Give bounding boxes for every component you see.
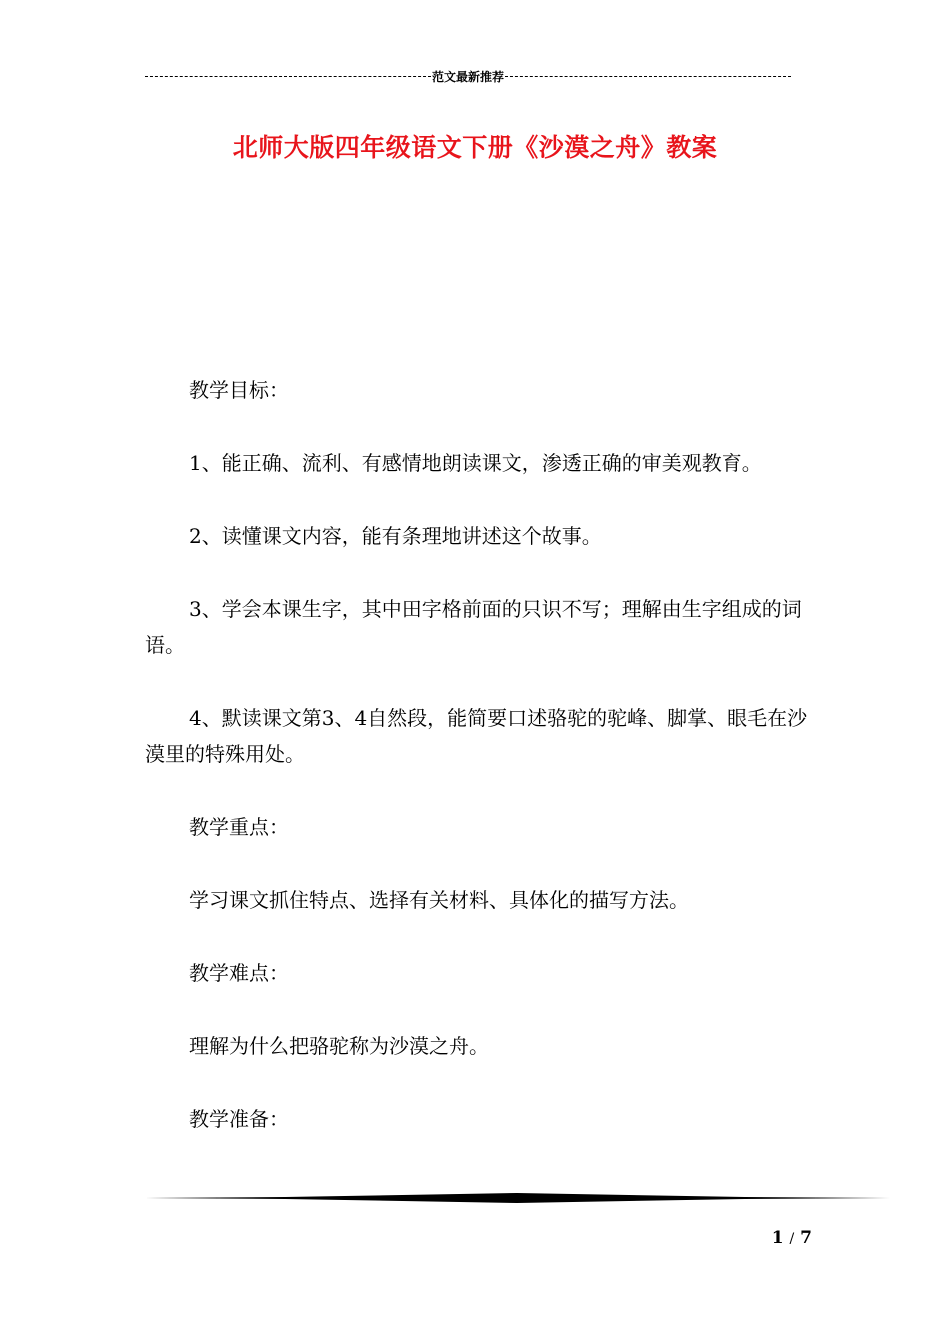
key-points-text: 学习课文抓住特点、选择有关材料、具体化的描写方法。 <box>189 888 689 912</box>
page-header <box>145 66 791 86</box>
section-heading-preparation: 教学准备： <box>189 1107 289 1131</box>
page-total: 7 <box>800 1228 812 1248</box>
page-current: 1 <box>771 1228 784 1248</box>
objective-item: 2、读懂课文内容，能有条理地讲述这个故事。 <box>189 524 602 548</box>
section-heading-difficulties: 教学难点： <box>189 961 289 985</box>
header-dash-left <box>145 76 431 77</box>
section-heading-key-points: 教学重点： <box>189 815 289 839</box>
footer-divider <box>145 1192 890 1204</box>
header-dash-right <box>505 76 791 77</box>
header-label: 范文最新推荐 <box>432 69 505 84</box>
difficulties-text: 理解为什么把骆驼称为沙漠之舟。 <box>189 1034 489 1058</box>
document-title: 北师大版四年级语文下册《沙漠之舟》教案 <box>232 133 718 162</box>
section-heading-objectives: 教学目标： <box>189 378 289 402</box>
page-number <box>752 1228 812 1248</box>
objective-item: 4、默读课文第3、4自然段，能简要口述骆驼的驼峰、脚掌、眼毛在沙漠里的特殊用处。 <box>145 706 808 766</box>
page-separator: / <box>789 1231 795 1247</box>
objective-item: 3、学会本课生字，其中田字格前面的只识不写；理解由生字组成的词语。 <box>145 597 802 657</box>
document-body <box>145 372 815 1174</box>
objective-item: 1、能正确、流利、有感情地朗读课文，渗透正确的审美观教育。 <box>189 451 762 475</box>
